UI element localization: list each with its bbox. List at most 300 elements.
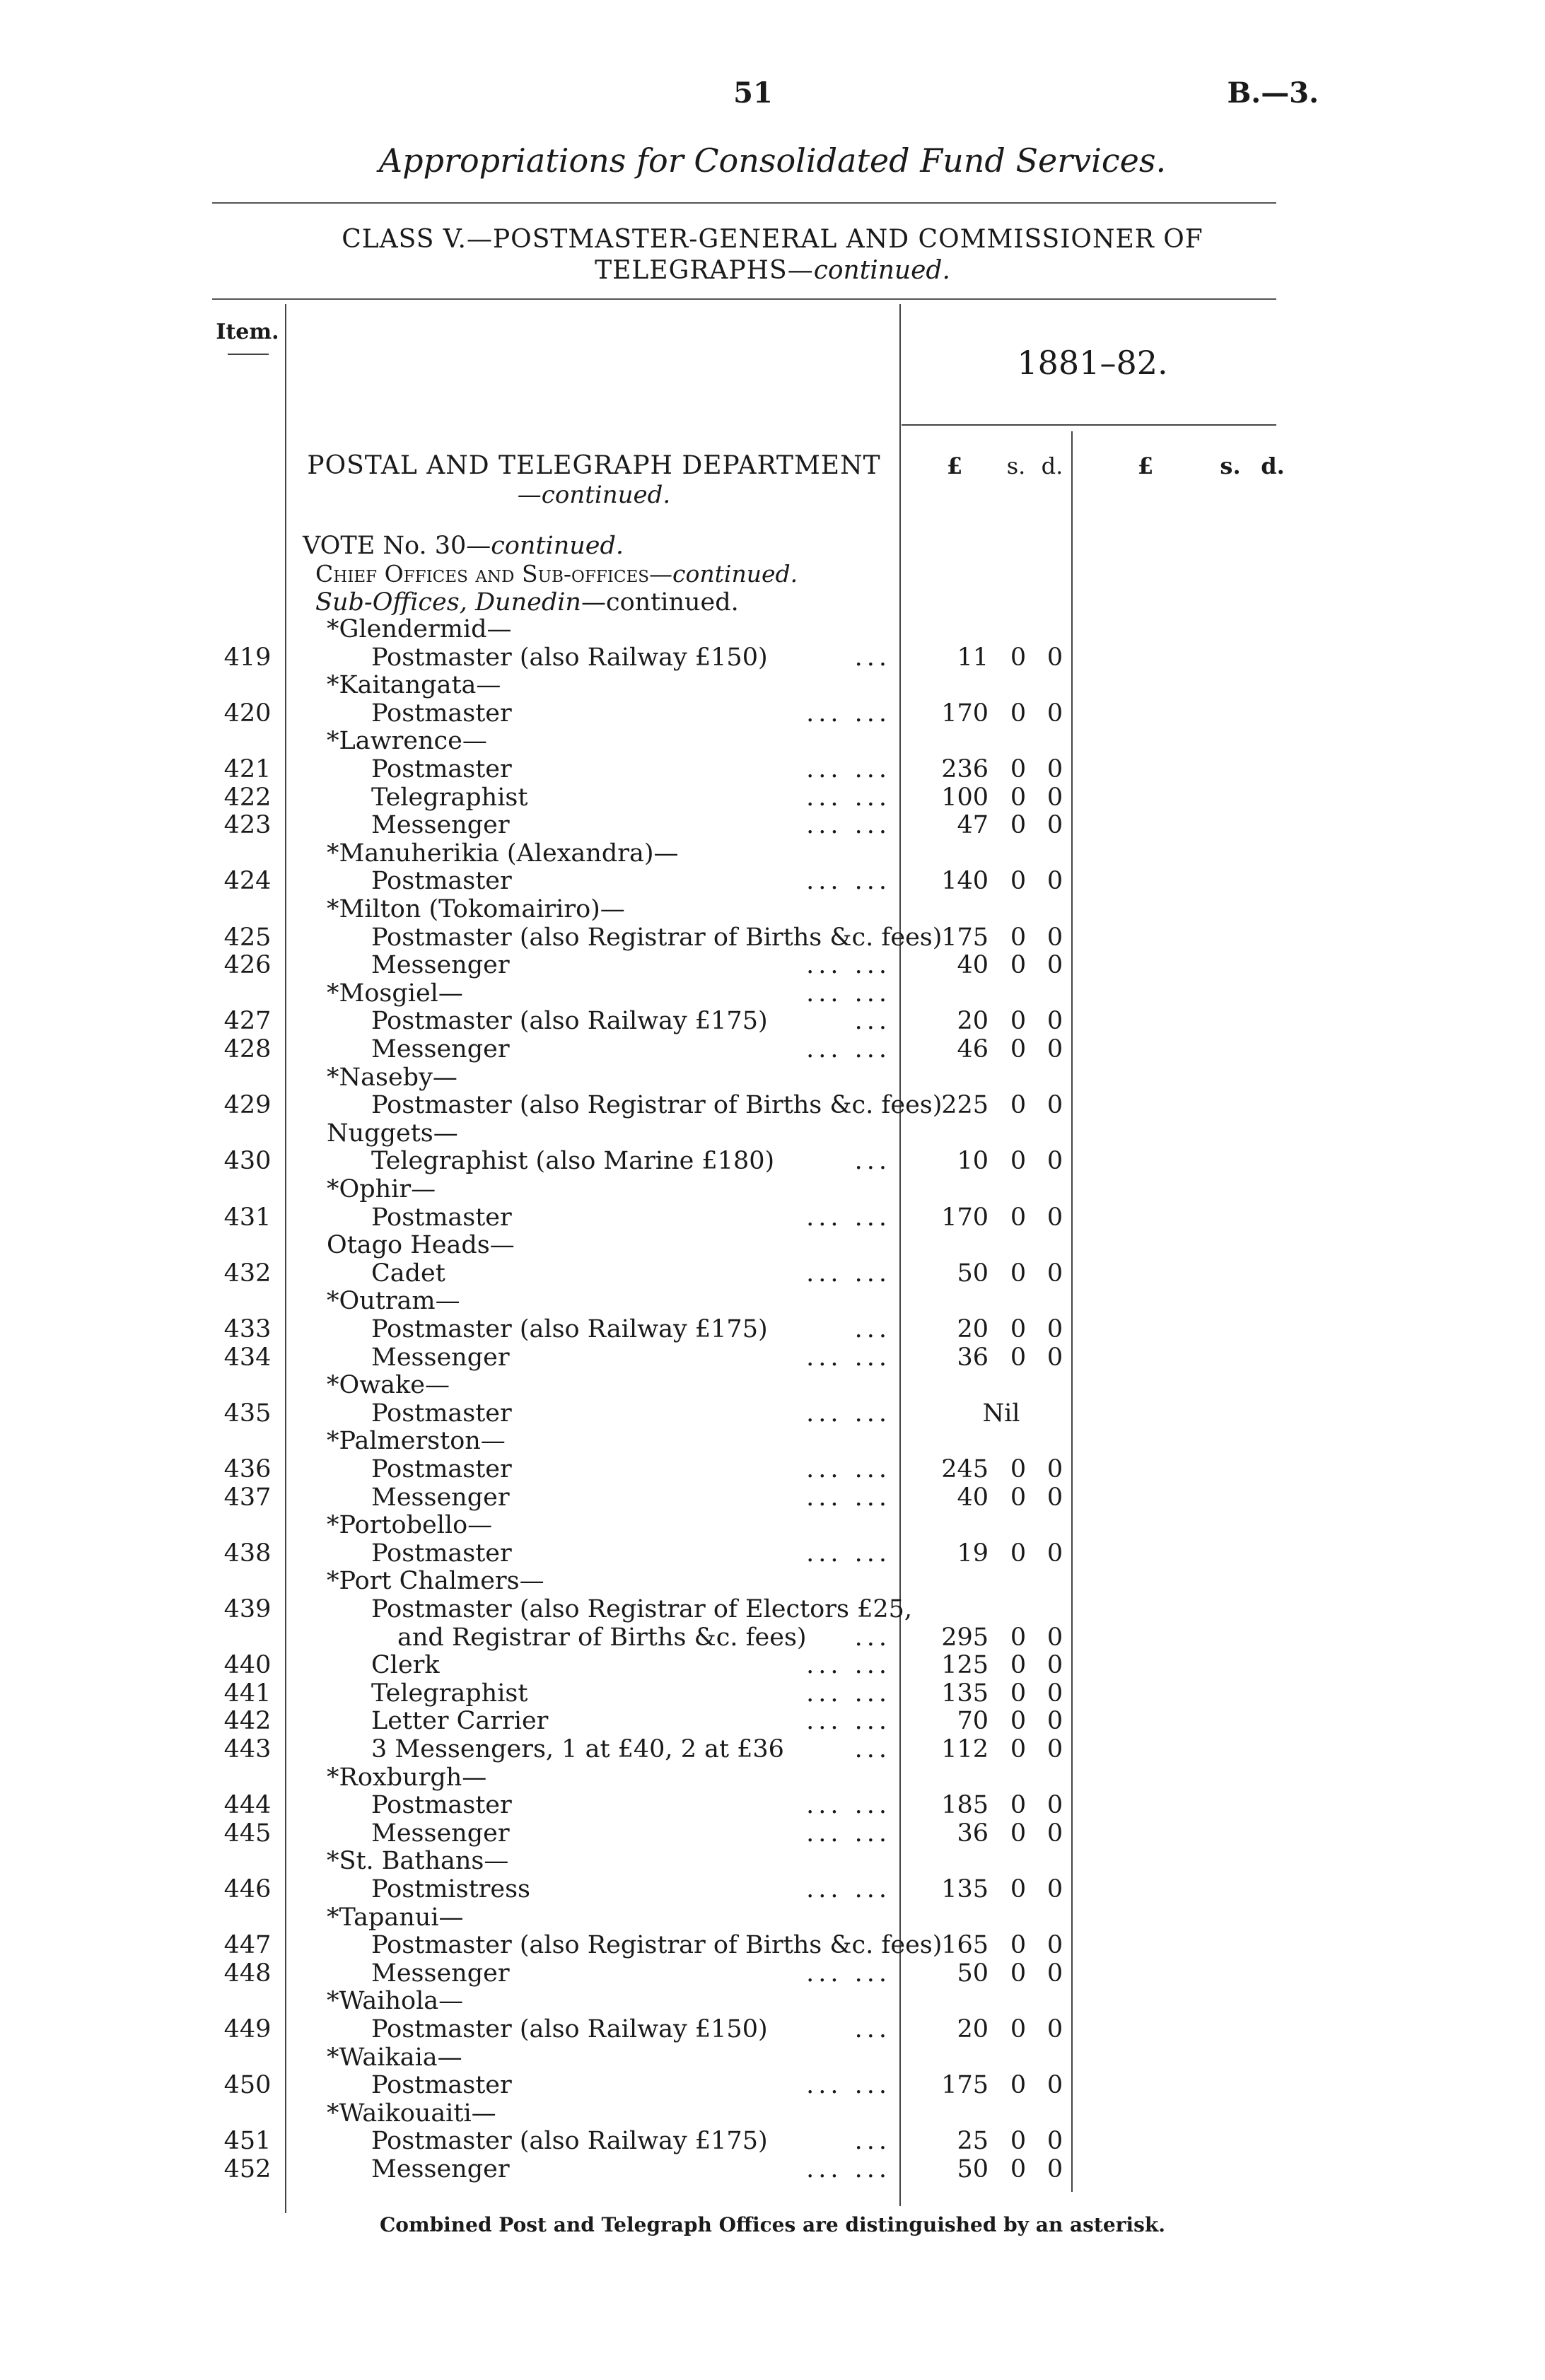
amount-shillings: 0: [1010, 1959, 1027, 1988]
leader-dots: ...: [854, 1007, 891, 1036]
amount-pence: 0: [1046, 923, 1063, 952]
amount-pounds: 40: [957, 951, 989, 980]
office-name: *Tapanui—: [327, 1903, 464, 1932]
pence-column-header: d.: [1041, 453, 1063, 479]
item-number: 447: [223, 1931, 272, 1960]
document-reference: B.—3.: [1227, 76, 1319, 110]
amount-shillings: 0: [1010, 1203, 1027, 1232]
table-row: [0, 1651, 1545, 1679]
office-name: *Owake—: [327, 1371, 450, 1400]
department-heading: POSTAL AND TELEGRAPH DEPARTMENT: [307, 451, 881, 480]
item-description: Letter Carrier: [371, 1707, 549, 1736]
table-row: [0, 1035, 1545, 1063]
table-row: [0, 643, 1545, 672]
amount-pence: 0: [1046, 1875, 1063, 1903]
sub-offices-heading: Sub-Offices, Dunedin—continued.: [315, 588, 739, 617]
title-rule: [212, 202, 1276, 204]
office-name: *Ophir—: [327, 1175, 436, 1203]
item-number: 438: [223, 1539, 272, 1568]
office-name: Otago Heads—: [327, 1231, 515, 1260]
amount-pounds: 295: [941, 1623, 989, 1652]
table-row: [0, 1539, 1545, 1568]
amount-pence: 0: [1046, 1623, 1063, 1652]
office-heading-row: [0, 1287, 1545, 1315]
office-heading-row: [0, 895, 1545, 923]
table-row: [0, 1791, 1545, 1819]
table-row: [0, 1959, 1545, 1988]
leader-dots: ... ...: [806, 1679, 891, 1708]
leader-dots: ...: [854, 1147, 891, 1176]
amount-pounds: 40: [957, 1483, 989, 1512]
amount-pence: 0: [1046, 1791, 1063, 1820]
amount-pence: 0: [1046, 1315, 1063, 1343]
table-row: [0, 2127, 1545, 2155]
table-row: [0, 1483, 1545, 1512]
item-description: Telegraphist: [371, 1679, 528, 1708]
amount-shillings: 0: [1010, 1455, 1027, 1483]
office-heading-row: [0, 1567, 1545, 1595]
class-heading-line1: CLASS V.—POSTMASTER-GENERAL AND COMMISSIONER OF: [342, 225, 1203, 254]
amount-shillings: 0: [1010, 783, 1027, 812]
office-name: *Waikaia—: [327, 2043, 462, 2072]
leader-dots: ... ...: [806, 1259, 891, 1288]
leader-dots: ...: [854, 643, 891, 672]
table-row: [0, 1875, 1545, 1903]
amount-shillings: 0: [1010, 923, 1027, 952]
amount-shillings: 0: [1010, 1091, 1027, 1120]
item-number: 439: [223, 1595, 272, 1623]
table-row: [0, 951, 1545, 979]
amount-shillings: 0: [1010, 1483, 1027, 1512]
amount-shillings: 0: [1010, 1007, 1027, 1036]
pound-column-header: £: [946, 453, 963, 479]
item-description: Postmistress: [371, 1875, 531, 1903]
office-heading-row: [0, 839, 1545, 868]
amount-shillings: 0: [1010, 1819, 1027, 1848]
amount-pence: 0: [1046, 755, 1063, 783]
table-row: [0, 1679, 1545, 1708]
amount-pounds: 135: [941, 1875, 989, 1903]
leader-dots: ... ...: [806, 1203, 891, 1232]
amount-pounds: 36: [957, 1819, 989, 1848]
table-row: [0, 699, 1545, 728]
amount-pounds: 165: [941, 1931, 989, 1960]
item-description: Postmaster (also Railway £175): [371, 1315, 768, 1343]
office-name: *Glendermid—: [327, 615, 512, 643]
office-name: *Manuherikia (Alexandra)—: [327, 839, 679, 868]
table-row: [0, 1091, 1545, 1119]
page-number: 51: [733, 76, 773, 110]
office-name: Nuggets—: [327, 1119, 458, 1148]
item-number: 448: [223, 1959, 272, 1988]
office-heading-row: [0, 2099, 1545, 2128]
office-heading-row: [0, 1847, 1545, 1875]
item-description: Postmaster: [371, 699, 512, 728]
item-number: 442: [223, 1707, 272, 1736]
item-number: 436: [223, 1455, 272, 1483]
table-row: [0, 1259, 1545, 1288]
leader-dots: ... ...: [806, 1343, 891, 1372]
table-row: [0, 2155, 1545, 2183]
leader-dots: ... ...: [806, 979, 891, 1008]
total-shillings-column-header: s.: [1220, 453, 1241, 479]
amount-pounds: 135: [941, 1679, 989, 1708]
table-row: [0, 1455, 1545, 1483]
item-number: 425: [223, 923, 272, 952]
amount-pence: 0: [1046, 1147, 1063, 1176]
amount-pounds: 170: [941, 1203, 989, 1232]
item-number: 422: [223, 783, 272, 812]
item-number: 426: [223, 951, 272, 980]
amount-shillings: 0: [1010, 1791, 1027, 1820]
department-heading-continued: —continued.: [517, 481, 671, 509]
amount-nil: Nil: [982, 1399, 1020, 1428]
heading-rule: [212, 298, 1276, 300]
leader-dots: ... ...: [806, 1819, 891, 1848]
amount-pence: 0: [1046, 1819, 1063, 1848]
item-description: Postmaster (also Registrar of Births &c. fees): [371, 1931, 943, 1960]
item-description: Postmaster (also Railway £150): [371, 2015, 768, 2043]
amount-shillings: 0: [1010, 1651, 1027, 1680]
total-pound-column-header: £: [1137, 453, 1154, 479]
office-heading-row: [0, 1231, 1545, 1259]
amount-shillings: 0: [1010, 1931, 1027, 1960]
year-column-header: 1881–82.: [1017, 344, 1168, 382]
page-title: Appropriations for Consolidated Fund Services.: [378, 141, 1167, 180]
item-number: 419: [223, 643, 272, 672]
amount-pence: 0: [1046, 867, 1063, 896]
item-number: 446: [223, 1875, 272, 1903]
table-row: [0, 1735, 1545, 1763]
amount-pence: 0: [1046, 783, 1063, 812]
leader-dots: ... ...: [806, 1455, 891, 1483]
office-name: *St. Bathans—: [327, 1847, 509, 1876]
leader-dots: ...: [854, 1735, 891, 1763]
item-number: 450: [223, 2071, 272, 2100]
office-heading-row: [0, 1119, 1545, 1148]
item-description: Postmaster: [371, 755, 512, 783]
amount-pence: 0: [1046, 1455, 1063, 1483]
amount-pence: 0: [1046, 1343, 1063, 1372]
leader-dots: ... ...: [806, 1875, 891, 1903]
item-number: 427: [223, 1007, 272, 1036]
leader-dots: ... ...: [806, 1651, 891, 1680]
amount-shillings: 0: [1010, 1539, 1027, 1568]
item-description: Postmaster (also Registrar of Births &c. fees): [371, 1091, 943, 1120]
amount-pounds: 50: [957, 2155, 989, 2183]
office-heading-row: [0, 979, 1545, 1008]
amount-pence: 0: [1046, 1651, 1063, 1680]
item-number: 434: [223, 1343, 272, 1372]
leader-dots: ... ...: [806, 699, 891, 728]
table-row: [0, 1707, 1545, 1735]
amount-shillings: 0: [1010, 1315, 1027, 1343]
amount-pounds: 47: [957, 811, 989, 840]
amount-pence: 0: [1046, 699, 1063, 728]
amount-shillings: 0: [1010, 2127, 1027, 2156]
item-description: Telegraphist (also Marine £180): [371, 1147, 775, 1176]
office-heading-row: [0, 1063, 1545, 1092]
amount-pounds: 175: [941, 923, 989, 952]
table-row: [0, 1595, 1545, 1623]
amount-pence: 0: [1046, 2071, 1063, 2100]
amount-shillings: 0: [1010, 1679, 1027, 1708]
amount-pence: 0: [1046, 1483, 1063, 1512]
amount-pence: 0: [1046, 811, 1063, 840]
amount-pounds: 112: [941, 1735, 989, 1763]
amount-pounds: 125: [941, 1651, 989, 1680]
year-header-rule: [902, 424, 1276, 426]
table-row: [0, 923, 1545, 952]
amount-shillings: 0: [1010, 1623, 1027, 1652]
office-name: *Waikouaiti—: [327, 2099, 496, 2128]
office-heading-row: [0, 671, 1545, 699]
item-description: Postmaster: [371, 1203, 512, 1232]
item-description: Postmaster: [371, 1791, 512, 1820]
item-number: 423: [223, 811, 272, 840]
table-row: [0, 811, 1545, 839]
office-heading-row: [0, 1175, 1545, 1203]
office-heading-row: [0, 727, 1545, 755]
office-name: *Outram—: [327, 1287, 460, 1316]
table-row: [0, 2071, 1545, 2099]
item-number: 451: [223, 2127, 272, 2156]
amount-pounds: 20: [957, 2015, 989, 2043]
leader-dots: ... ...: [806, 1791, 891, 1820]
item-number: 437: [223, 1483, 272, 1512]
amount-pence: 0: [1046, 1931, 1063, 1960]
office-heading-row: [0, 2043, 1545, 2072]
office-heading-row: [0, 1427, 1545, 1455]
amount-shillings: 0: [1010, 1259, 1027, 1288]
item-description: Messenger: [371, 1035, 510, 1063]
table-row: [0, 867, 1545, 895]
amount-shillings: 0: [1010, 1735, 1027, 1763]
leader-dots: ... ...: [806, 1399, 891, 1428]
office-heading-row: [0, 1511, 1545, 1539]
item-description: Postmaster: [371, 867, 512, 896]
amount-pence: 0: [1046, 1735, 1063, 1763]
amount-pounds: 50: [957, 1959, 989, 1988]
amount-pounds: 225: [941, 1091, 989, 1120]
item-number: 440: [223, 1651, 272, 1680]
item-number: 435: [223, 1399, 272, 1428]
amount-shillings: 0: [1010, 1147, 1027, 1176]
leader-dots: ... ...: [806, 1035, 891, 1063]
table-row: [0, 2015, 1545, 2043]
amount-pence: 0: [1046, 1035, 1063, 1063]
amount-shillings: 0: [1010, 811, 1027, 840]
office-heading-row: [0, 1763, 1545, 1792]
amount-shillings: 0: [1010, 2015, 1027, 2043]
amount-shillings: 0: [1010, 867, 1027, 896]
office-name: *Kaitangata—: [327, 671, 501, 700]
leader-dots: ... ...: [806, 755, 891, 783]
item-number: 429: [223, 1091, 272, 1120]
leader-dots: ...: [854, 1315, 891, 1343]
item-number: 424: [223, 867, 272, 896]
amount-pounds: 175: [941, 2071, 989, 2100]
office-name: *Naseby—: [327, 1063, 457, 1092]
amount-pounds: 36: [957, 1343, 989, 1372]
amount-shillings: 0: [1010, 699, 1027, 728]
amount-shillings: 0: [1010, 643, 1027, 672]
amount-pence: 0: [1046, 2127, 1063, 2156]
office-name: *Milton (Tokomairiro)—: [327, 895, 625, 923]
item-header-underline: [228, 354, 269, 355]
office-name: *Port Chalmers—: [327, 1567, 544, 1596]
item-number: 445: [223, 1819, 272, 1848]
leader-dots: ... ...: [806, 1707, 891, 1736]
leader-dots: ... ...: [806, 2071, 891, 2100]
amount-pence: 0: [1046, 1091, 1063, 1120]
item-description: Messenger: [371, 811, 510, 840]
amount-shillings: 0: [1010, 951, 1027, 980]
office-name: *Mosgiel—: [327, 979, 463, 1008]
table-row: [0, 1147, 1545, 1175]
item-number: 430: [223, 1147, 272, 1176]
item-description: Telegraphist: [371, 783, 528, 812]
amount-pounds: 20: [957, 1007, 989, 1036]
amount-pounds: 245: [941, 1455, 989, 1483]
item-number: 444: [223, 1791, 272, 1820]
leader-dots: ... ...: [806, 1483, 891, 1512]
item-description: Messenger: [371, 1483, 510, 1512]
table-row: [0, 1343, 1545, 1372]
amount-pence: 0: [1046, 1539, 1063, 1568]
item-number: 433: [223, 1315, 272, 1343]
item-description: Messenger: [371, 1959, 510, 1988]
amount-pounds: 140: [941, 867, 989, 896]
item-column-header: Item.: [216, 320, 279, 344]
amount-pounds: 100: [941, 783, 989, 812]
table-row: [0, 1623, 1545, 1652]
amount-pounds: 50: [957, 1259, 989, 1288]
amount-shillings: 0: [1010, 1707, 1027, 1736]
amount-pence: 0: [1046, 1007, 1063, 1036]
amount-pence: 0: [1046, 951, 1063, 980]
item-description: Postmaster: [371, 1399, 512, 1428]
class-heading-line2: TELEGRAPHS—continued.: [595, 256, 950, 285]
amount-pence: 0: [1046, 2015, 1063, 2043]
leader-dots: ...: [854, 2015, 891, 2043]
item-number: 441: [223, 1679, 272, 1708]
leader-dots: ...: [854, 1623, 891, 1652]
office-name: *Roxburgh—: [327, 1763, 487, 1792]
office-heading-row: [0, 1903, 1545, 1932]
item-description: Messenger: [371, 1343, 510, 1372]
amount-pence: 0: [1046, 1259, 1063, 1288]
amount-pence: 0: [1046, 643, 1063, 672]
amount-pounds: 20: [957, 1315, 989, 1343]
amount-pounds: 11: [957, 643, 989, 672]
office-name: *Lawrence—: [327, 727, 487, 756]
item-number: 452: [223, 2155, 272, 2183]
item-description: Postmaster: [371, 1455, 512, 1483]
vote-heading: VOTE No. 30—continued.: [303, 532, 624, 560]
amount-shillings: 0: [1010, 2071, 1027, 2100]
footnote: Combined Post and Telegraph Offices are distinguished by an asterisk.: [380, 2213, 1165, 2236]
item-number: 431: [223, 1203, 272, 1232]
table-row: [0, 1203, 1545, 1232]
item-description: and Registrar of Births &c. fees): [397, 1623, 807, 1652]
item-description: Postmaster: [371, 1539, 512, 1568]
amount-pence: 0: [1046, 1959, 1063, 1988]
table-row: [0, 783, 1545, 812]
leader-dots: ... ...: [806, 1539, 891, 1568]
amount-pounds: 10: [957, 1147, 989, 1176]
office-name: *Palmerston—: [327, 1427, 506, 1456]
table-row: [0, 1819, 1545, 1848]
amount-pence: 0: [1046, 2155, 1063, 2183]
leader-dots: ...: [854, 2127, 891, 2156]
item-description: Clerk: [371, 1651, 440, 1680]
item-description: Postmaster (also Railway £150): [371, 643, 768, 672]
item-description: Postmaster (also Railway £175): [371, 1007, 768, 1036]
amount-pounds: 185: [941, 1791, 989, 1820]
amount-pence: 0: [1046, 1679, 1063, 1708]
leader-dots: ... ...: [806, 783, 891, 812]
item-description: Postmaster: [371, 2071, 512, 2100]
item-number: 443: [223, 1735, 272, 1763]
item-description: 3 Messengers, 1 at £40, 2 at £36: [371, 1735, 784, 1763]
amount-shillings: 0: [1010, 1035, 1027, 1063]
amount-pence: 0: [1046, 1707, 1063, 1736]
chief-offices-heading: Chief Offices and Sub-offices—continued.: [315, 560, 798, 588]
office-name: *Portobello—: [327, 1511, 493, 1540]
office-heading-row: [0, 1987, 1545, 2015]
table-row: [0, 1931, 1545, 1959]
amount-pounds: 19: [957, 1539, 989, 1568]
amount-shillings: 0: [1010, 755, 1027, 783]
item-description: Postmaster (also Registrar of Electors £25,: [371, 1595, 912, 1623]
leader-dots: ... ...: [806, 811, 891, 840]
item-number: 449: [223, 2015, 272, 2043]
shillings-column-header: s.: [1006, 453, 1026, 479]
leader-dots: ... ...: [806, 2155, 891, 2183]
item-number: 428: [223, 1035, 272, 1063]
amount-pounds: 70: [957, 1707, 989, 1736]
total-pence-column-header: d.: [1261, 453, 1285, 479]
item-description: Cadet: [371, 1259, 445, 1288]
office-name: *Waihola—: [327, 1987, 464, 2016]
table-row: [0, 755, 1545, 783]
item-description: Messenger: [371, 2155, 510, 2183]
item-number: 421: [223, 755, 272, 783]
item-description: Messenger: [371, 951, 510, 980]
amount-shillings: 0: [1010, 2155, 1027, 2183]
amount-pounds: 25: [957, 2127, 989, 2156]
leader-dots: ... ...: [806, 867, 891, 896]
item-number: 432: [223, 1259, 272, 1288]
leader-dots: ... ...: [806, 1959, 891, 1988]
office-heading-row: [0, 615, 1545, 643]
amount-pounds: 46: [957, 1035, 989, 1063]
amount-shillings: 0: [1010, 1343, 1027, 1372]
office-heading-row: [0, 1371, 1545, 1399]
amount-pounds: 236: [941, 755, 989, 783]
table-row: [0, 1007, 1545, 1035]
item-description: Postmaster (also Registrar of Births &c. fees): [371, 923, 943, 952]
item-number: 420: [223, 699, 272, 728]
leader-dots: ... ...: [806, 951, 891, 980]
amount-pence: 0: [1046, 1203, 1063, 1232]
amount-pounds: 170: [941, 699, 989, 728]
item-description: Postmaster (also Railway £175): [371, 2127, 768, 2156]
table-row: [0, 1315, 1545, 1343]
table-row: [0, 1399, 1545, 1428]
amount-shillings: 0: [1010, 1875, 1027, 1903]
